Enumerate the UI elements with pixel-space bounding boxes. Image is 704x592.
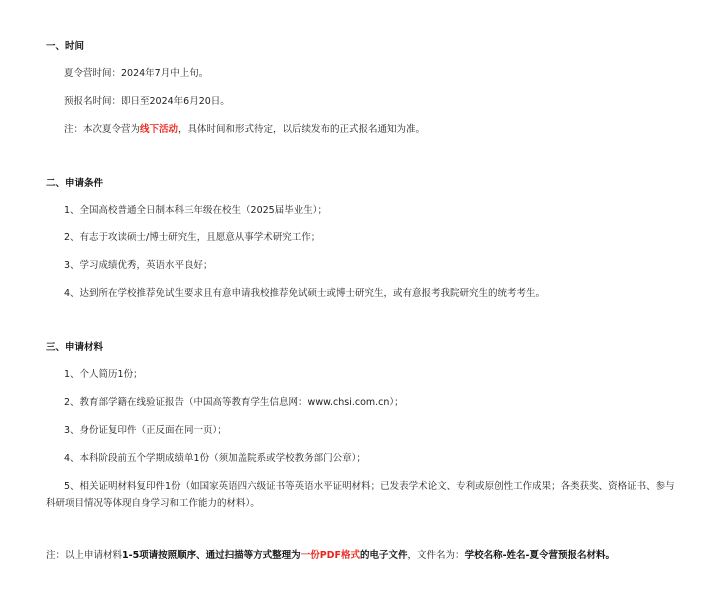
camp-time-text: 夏令营时间：2024年7月中上旬。 xyxy=(64,68,209,79)
final-note-bold-2: 的电子文件 xyxy=(360,550,408,561)
final-note-prefix: 注：以上申请材料 xyxy=(46,550,123,561)
material-item: 2、教育部学籍在线验证报告（中国高等教育学生信息网：www.chsi.com.cn）； xyxy=(64,397,404,408)
section-heading-conditions: 二、申请条件 xyxy=(46,178,104,189)
offline-note xyxy=(64,123,425,137)
final-note xyxy=(46,549,615,563)
condition-item: 3、学习成绩优秀，英语水平良好； xyxy=(64,260,213,271)
final-note-middle: ，文件名为： xyxy=(407,550,465,561)
prereg-time-text: 预报名时间：即日至2024年6月20日。 xyxy=(64,96,230,107)
section-heading-materials: 三、申请材料 xyxy=(46,342,104,353)
filename-format: 学校名称-姓名-夏令营预报名材料。 xyxy=(464,550,615,561)
material-item: 1、个人简历1份； xyxy=(64,369,143,380)
pdf-format-highlight: 一份PDF格式 xyxy=(300,550,361,561)
offline-note-prefix: 注：本次夏令营为 xyxy=(64,124,141,135)
condition-item: 2、有志于攻读硕士/博士研究生，且愿意从事学术研究工作； xyxy=(64,232,321,243)
material-item: 4、本科阶段前五个学期成绩单1份（须加盖院系或学校教务部门公章）； xyxy=(64,453,366,464)
offline-activity-highlight: 线下活动 xyxy=(140,124,179,135)
material-item: 3、身份证复印件（正反面在同一页）； xyxy=(64,425,227,436)
condition-item: 1、全国高校普通全日制本科三年级在校生（2025届毕业生）； xyxy=(64,205,327,216)
material-item-5: 5、相关证明材料复印件1份（如国家英语四六级证书等英语水平证明材料；已发表学术论文、专利或原创性工作成果；各类获奖、资格证书、参与科研项目情况等体现自身学习和工作能力的材料）。 xyxy=(46,481,675,509)
offline-note-suffix: ，具体时间和形式待定，以后续发布的正式报名通知为准。 xyxy=(178,124,426,135)
section-heading-time: 一、时间 xyxy=(46,41,85,52)
condition-item: 4、达到所在学校推荐免试生要求且有意申请我校推荐免试硕士或博士研究生，或有意报考我院研究生的统考考生。 xyxy=(64,288,546,299)
final-note-bold-1: 1-5项请按照顺序、通过扫描等方式整理为 xyxy=(122,550,301,561)
